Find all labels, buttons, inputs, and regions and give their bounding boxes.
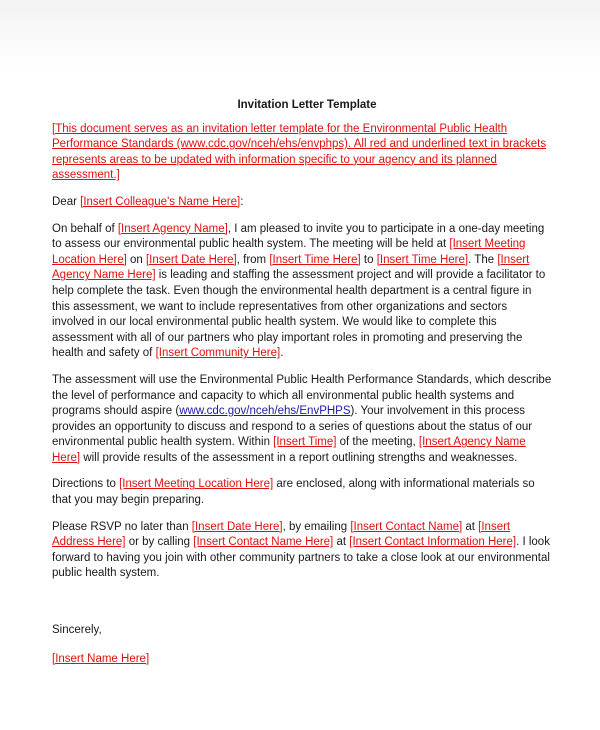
p3-text-2: are enclosed, along with informational materials so that you may begin preparing.	[52, 478, 535, 507]
p1-text-1: On behalf of	[52, 222, 118, 235]
p2-text-4: will provide results of the assessment in a report outlining strengths and weaknesses.	[80, 451, 518, 464]
address-placeholder: [Insert Address Here]	[52, 520, 511, 549]
rsvp-date-placeholder: [Insert Date Here]	[191, 520, 283, 533]
colleague-name-placeholder: [Insert Colleague's Name Here]	[80, 195, 241, 208]
p1-text-7: is leading and staffing the assessment project and will provide a facilitator to help complete the task. Even though the environmental health department is a central figure in this assessment, we want to include representatives from other organizations and sectors involved in our local environmental public health system. We would like to complete this assessment with all of our partners who play important roles in promoting and preserving the health and safety of	[52, 269, 546, 360]
salutation	[52, 195, 552, 211]
p3-text-1: Directions to	[52, 478, 120, 491]
p4-text-5: at	[333, 536, 350, 549]
paragraph-assessment	[52, 373, 552, 467]
meeting-location-placeholder-2: [Insert Meeting Location Here]	[119, 478, 274, 491]
closing-spacer	[52, 593, 552, 623]
date-placeholder: [Insert Date Here]	[145, 253, 237, 266]
agency-name-here-placeholder: [Insert Agency Name Here]	[52, 253, 530, 282]
p4-text-3: at	[462, 520, 479, 533]
p1-text-5: to	[360, 253, 377, 266]
meeting-location-placeholder: [Insert Meeting Location Here]	[52, 238, 526, 266]
salutation-prefix: Dear	[52, 195, 81, 208]
letter-body	[52, 98, 552, 680]
p4-text-1: Please RSVP no later than	[52, 520, 192, 533]
agency-name-placeholder: [Insert Agency Name]	[117, 222, 228, 235]
paragraph-directions	[52, 477, 552, 508]
contact-name-placeholder: [Insert Contact Name]	[350, 520, 463, 533]
template-note: [This document serves as an invitation letter template for the Environmental Public Health Performance Standards (www.cdc.gov/nceh/ehs/envphps). All red and underlined text in brackets represents areas to be updated with information specific to your agency and its planned assessment.]	[52, 122, 547, 182]
p2-text-3: of the meeting,	[336, 436, 419, 449]
p1-text-2: , I am pleased to invite you to participate in a one-day meeting to assess our environmental public health system. The meeting will be held at	[52, 222, 545, 251]
time-placeholder: [Insert Time]	[273, 436, 337, 449]
p1-text-8: .	[280, 347, 284, 360]
p4-text-6: . I look forward to having you join with other community partners to take a close look at our environmental public health system.	[52, 536, 550, 580]
agency-name-here-placeholder-2: [Insert Agency Name Here]	[52, 436, 526, 464]
p2-text-2: ). Your involvement in this process provides an opportunity to discuss and respond to a series of questions about the status of our environmental public health system. Within	[52, 405, 533, 449]
envphps-link[interactable]: www.cdc.gov/nceh/ehs/EnvPHPS	[179, 405, 351, 418]
signature-name-placeholder: [Insert Name Here]	[52, 652, 150, 665]
p4-text-2: , by emailing	[282, 520, 351, 533]
start-time-placeholder: [Insert Time Here]	[269, 253, 361, 266]
contact-name-here-placeholder: [Insert Contact Name Here]	[193, 536, 334, 549]
paragraph-invitation	[52, 222, 552, 362]
p2-text-1: The assessment will use the Environmental Public Health Performance Standards, which describe the level of performance and capacity to which all environmental public health systems and programs should aspire (	[52, 373, 552, 418]
p4-text-4: or by calling	[125, 536, 194, 549]
end-time-placeholder: [Insert Time Here]	[376, 253, 469, 266]
closing: Sincerely,	[52, 624, 102, 637]
p1-text-4: , from	[236, 253, 270, 266]
community-placeholder: [Insert Community Here]	[155, 347, 281, 360]
document-title: Invitation Letter Template	[237, 99, 377, 111]
p1-text-3: on	[126, 253, 146, 266]
paragraph-rsvp	[52, 520, 552, 582]
page-header-shade	[0, 0, 600, 70]
contact-information-placeholder: [Insert Contact Information Here]	[349, 536, 517, 549]
salutation-suffix: :	[240, 195, 244, 208]
p1-text-6: . The	[468, 253, 498, 266]
